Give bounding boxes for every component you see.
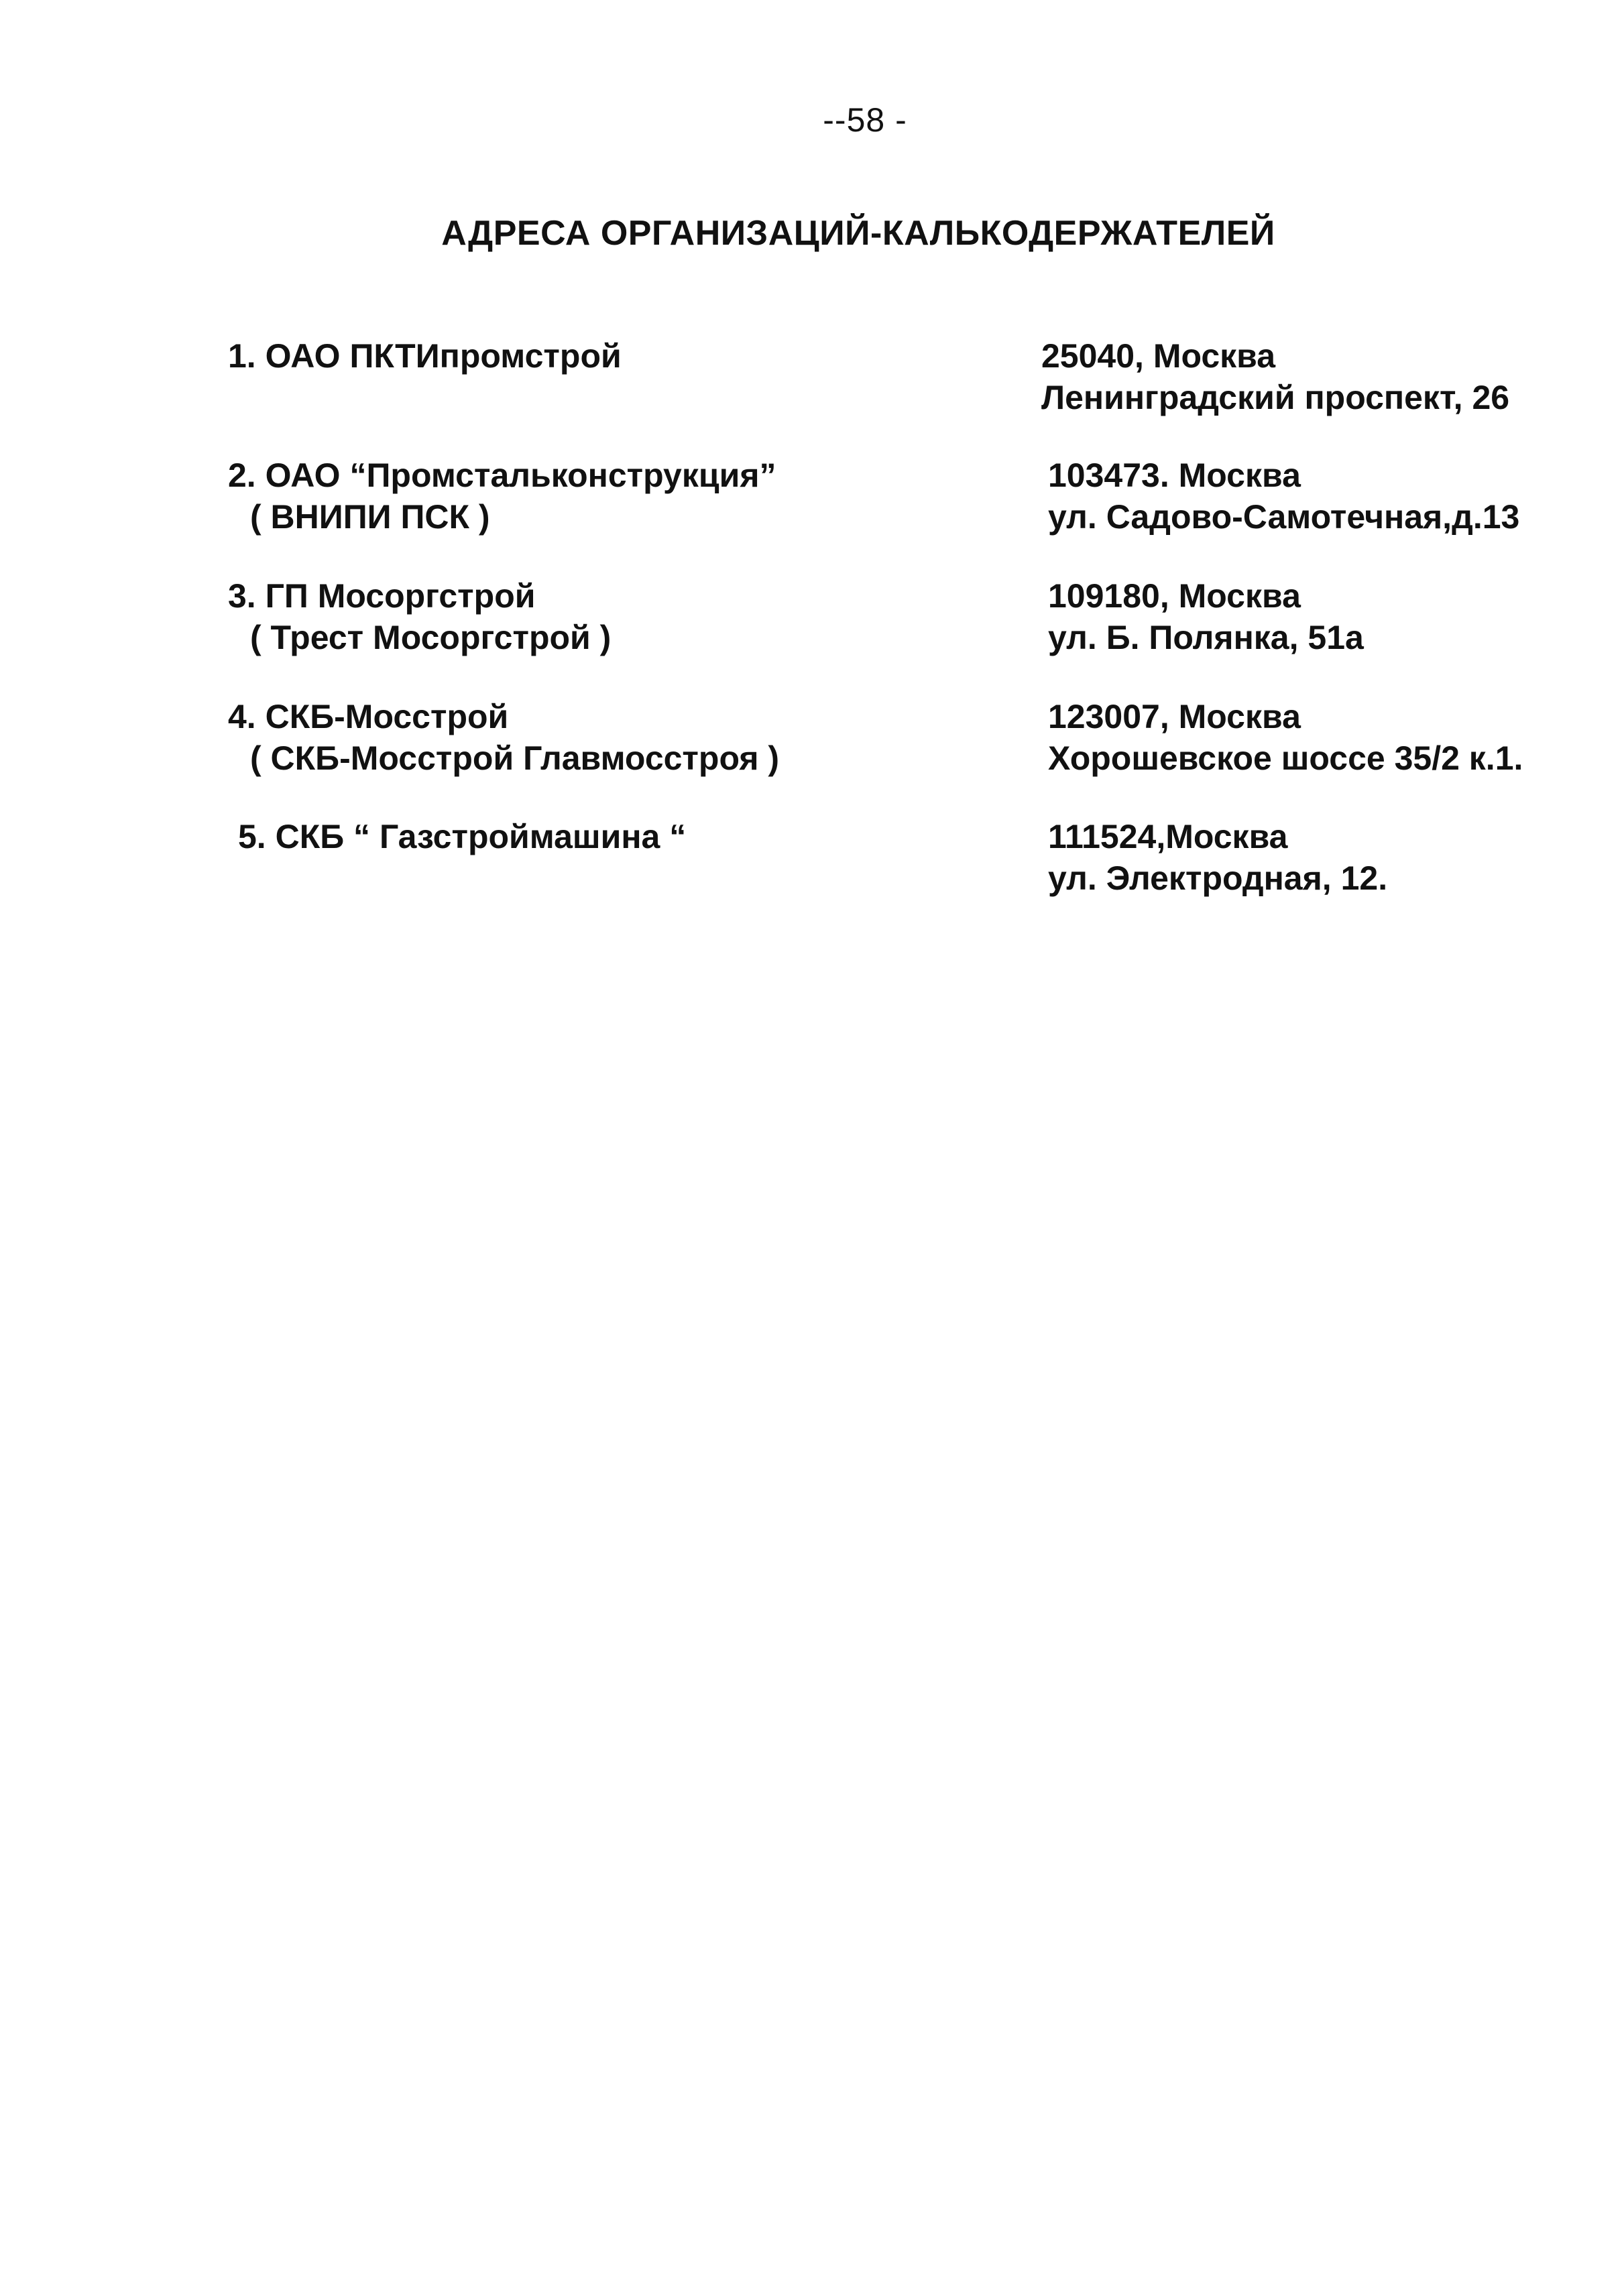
- organization-name: 4. СКБ-Мосстрой: [228, 698, 509, 735]
- organization-name-block: [228, 575, 999, 658]
- organization-address: [1041, 335, 1618, 418]
- address-street: ул. Электродная, 12.: [1048, 859, 1388, 897]
- organization-address: [1048, 575, 1624, 658]
- organization-address: [1048, 816, 1624, 899]
- organization-name: 5. СКБ “ Газстроймашина “: [238, 818, 687, 855]
- organization-name-block: [238, 816, 1009, 857]
- address-street: Хорошевское шоссе 35/2 к.1.: [1048, 739, 1523, 777]
- organization-name: 1. ОАО ПКТИпромстрой: [228, 337, 622, 375]
- organization-address: [1048, 455, 1624, 538]
- organization-name-block: [228, 455, 999, 538]
- address-street: ул. Б. Полянка, 51а: [1048, 619, 1364, 656]
- document-title: АДРЕСА ОРГАНИЗАЦИЙ-КАЛЬКОДЕРЖАТЕЛЕЙ: [441, 214, 1275, 253]
- organization-subname: ( Трест Мосоргстрой ): [250, 619, 612, 656]
- address-postal-city: 109180, Москва: [1048, 577, 1301, 615]
- organization-subname: ( ВНИПИ ПСК ): [250, 498, 490, 536]
- address-postal-city: 103473. Москва: [1048, 457, 1301, 494]
- page-number: --58 -: [823, 101, 907, 139]
- address-postal-city: 111524,Москва: [1048, 818, 1288, 855]
- address-street: Ленинградский проспект, 26: [1041, 379, 1510, 416]
- organization-name: 2. ОАО “Промстальконструкция”: [228, 457, 776, 494]
- organization-address: [1048, 696, 1624, 779]
- address-street: ул. Садово-Самотечная,д.13: [1048, 498, 1520, 536]
- organization-name: 3. ГП Мосоргстрой: [228, 577, 536, 615]
- organization-name-block: [228, 696, 999, 779]
- organization-subname: ( СКБ-Мосстрой Главмосстроя ): [250, 739, 780, 777]
- organization-name-block: [228, 335, 999, 377]
- address-postal-city: 25040, Москва: [1041, 337, 1276, 375]
- address-postal-city: 123007, Москва: [1048, 698, 1301, 735]
